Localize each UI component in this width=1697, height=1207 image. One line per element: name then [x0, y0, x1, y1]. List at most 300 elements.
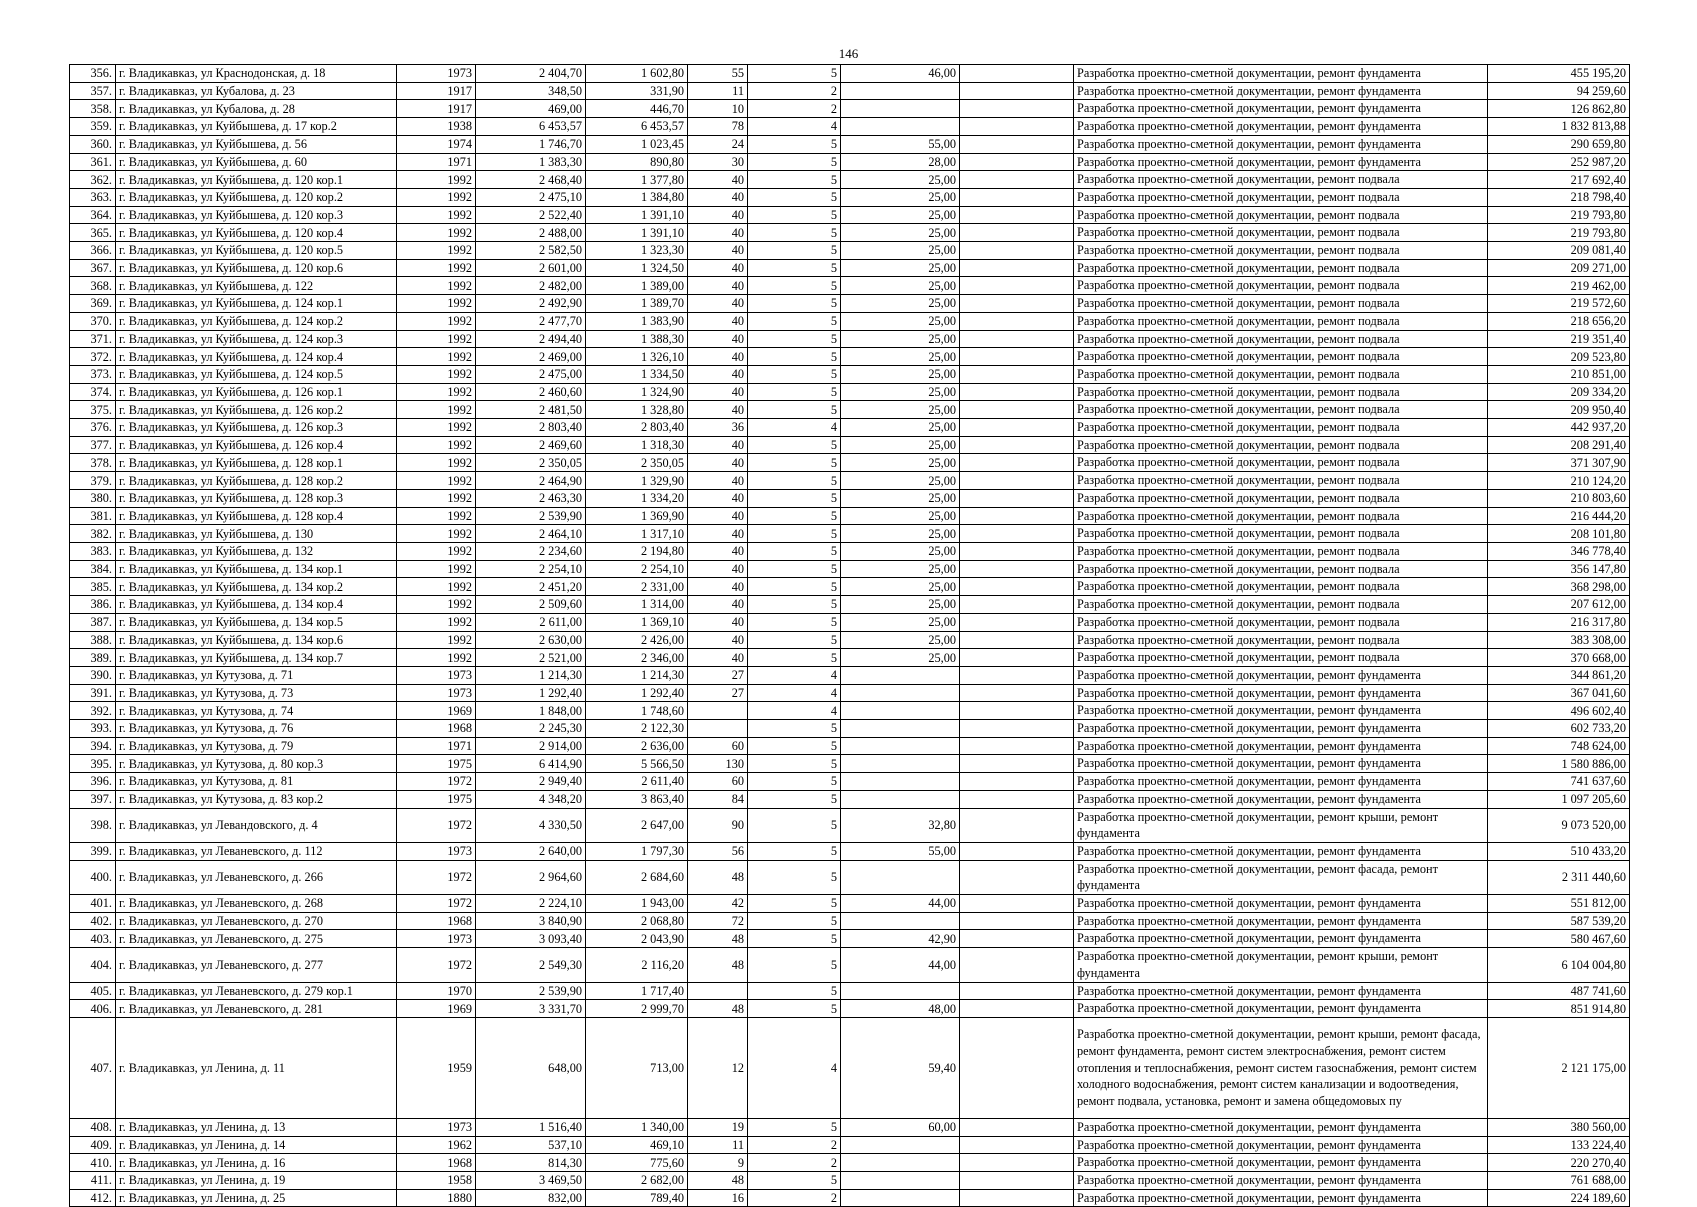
- cost-cell: 209 950,40: [1488, 401, 1630, 419]
- wear-percent-cell: 25,00: [841, 277, 960, 295]
- address-cell: г. Владикавказ, ул Кутузова, д. 74: [116, 702, 397, 720]
- address-cell: г. Владикавказ, ул Куйбышева, д. 126 кор.4: [116, 436, 397, 454]
- cost-cell: 442 937,20: [1488, 419, 1630, 437]
- build-year-cell: 1992: [397, 171, 476, 189]
- address-cell: г. Владикавказ, ул Леваневского, д. 281: [116, 1000, 397, 1018]
- row-number-cell: 365.: [70, 224, 116, 242]
- floors-cell: 5: [748, 948, 841, 982]
- cost-cell: 126 862,80: [1488, 100, 1630, 118]
- row-number-cell: 395.: [70, 755, 116, 773]
- total-area-cell: 2 224,10: [476, 895, 586, 913]
- address-cell: г. Владикавказ, ул Куйбышева, д. 128 кор.2: [116, 472, 397, 490]
- empty-cell-cell: [960, 649, 1074, 667]
- table-row: [70, 65, 1630, 83]
- address-cell: г. Владикавказ, ул Кутузова, д. 76: [116, 720, 397, 738]
- empty-cell-cell: [960, 842, 1074, 860]
- row-number-cell: 402.: [70, 912, 116, 930]
- floors-cell: 5: [748, 631, 841, 649]
- table-row: [70, 135, 1630, 153]
- wear-percent-cell: 32,80: [841, 808, 960, 842]
- wear-percent-cell: [841, 702, 960, 720]
- work-description-cell: Разработка проектно-сметной документации, ремонт подвала: [1074, 171, 1488, 189]
- build-year-cell: 1992: [397, 277, 476, 295]
- floors-cell: 5: [748, 454, 841, 472]
- cost-cell: 210 124,20: [1488, 472, 1630, 490]
- build-year-cell: 1971: [397, 737, 476, 755]
- total-area-cell: 3 469,50: [476, 1172, 586, 1190]
- table-row: [70, 560, 1630, 578]
- build-year-cell: 1992: [397, 649, 476, 667]
- empty-cell-cell: [960, 1172, 1074, 1190]
- table-row: [70, 401, 1630, 419]
- cost-cell: 455 195,20: [1488, 65, 1630, 83]
- apartments-cell: 40: [688, 560, 748, 578]
- total-area-cell: 2 949,40: [476, 773, 586, 791]
- empty-cell-cell: [960, 578, 1074, 596]
- address-cell: г. Владикавказ, ул Леваневского, д. 277: [116, 948, 397, 982]
- build-year-cell: 1969: [397, 702, 476, 720]
- empty-cell-cell: [960, 153, 1074, 171]
- wear-percent-cell: 25,00: [841, 365, 960, 383]
- living-area-cell: 1 323,30: [586, 242, 688, 260]
- floors-cell: 5: [748, 348, 841, 366]
- table-row: [70, 348, 1630, 366]
- row-number-cell: 411.: [70, 1172, 116, 1190]
- row-number-cell: 397.: [70, 790, 116, 808]
- table-row: [70, 912, 1630, 930]
- total-area-cell: 6 453,57: [476, 118, 586, 136]
- living-area-cell: 2 350,05: [586, 454, 688, 472]
- apartments-cell: 40: [688, 454, 748, 472]
- work-description-cell: Разработка проектно-сметной документации, ремонт фундамента: [1074, 118, 1488, 136]
- empty-cell-cell: [960, 720, 1074, 738]
- build-year-cell: 1968: [397, 912, 476, 930]
- cost-cell: 6 104 004,80: [1488, 948, 1630, 982]
- living-area-cell: 2 043,90: [586, 930, 688, 948]
- row-number-cell: 386.: [70, 596, 116, 614]
- cost-cell: 2 121 175,00: [1488, 1017, 1630, 1118]
- work-description-cell: Разработка проектно-сметной документации, ремонт подвала: [1074, 383, 1488, 401]
- floors-cell: 5: [748, 259, 841, 277]
- apartments-cell: 27: [688, 666, 748, 684]
- wear-percent-cell: 25,00: [841, 436, 960, 454]
- table-row: [70, 596, 1630, 614]
- address-cell: г. Владикавказ, ул Куйбышева, д. 134 кор.6: [116, 631, 397, 649]
- build-year-cell: 1992: [397, 525, 476, 543]
- living-area-cell: 1 391,10: [586, 206, 688, 224]
- address-cell: г. Владикавказ, ул Куйбышева, д. 124 кор.4: [116, 348, 397, 366]
- floors-cell: 5: [748, 135, 841, 153]
- table-row: [70, 118, 1630, 136]
- floors-cell: 4: [748, 118, 841, 136]
- build-year-cell: 1975: [397, 790, 476, 808]
- row-number-cell: 368.: [70, 277, 116, 295]
- empty-cell-cell: [960, 365, 1074, 383]
- row-number-cell: 390.: [70, 666, 116, 684]
- work-description-cell: Разработка проектно-сметной документации, ремонт фундамента: [1074, 737, 1488, 755]
- wear-percent-cell: 25,00: [841, 401, 960, 419]
- address-cell: г. Владикавказ, ул Куйбышева, д. 130: [116, 525, 397, 543]
- floors-cell: 5: [748, 277, 841, 295]
- living-area-cell: 1 943,00: [586, 895, 688, 913]
- table-row: [70, 1189, 1630, 1207]
- row-number-cell: 380.: [70, 489, 116, 507]
- wear-percent-cell: [841, 1189, 960, 1207]
- wear-percent-cell: 46,00: [841, 65, 960, 83]
- table-row: [70, 454, 1630, 472]
- apartments-cell: 40: [688, 259, 748, 277]
- row-number-cell: 366.: [70, 242, 116, 260]
- work-description-cell: Разработка проектно-сметной документации, ремонт фундамента: [1074, 153, 1488, 171]
- address-cell: г. Владикавказ, ул Ленина, д. 13: [116, 1118, 397, 1136]
- wear-percent-cell: 25,00: [841, 330, 960, 348]
- empty-cell-cell: [960, 206, 1074, 224]
- work-description-cell: Разработка проектно-сметной документации, ремонт фундамента: [1074, 1172, 1488, 1190]
- empty-cell-cell: [960, 895, 1074, 913]
- living-area-cell: 3 863,40: [586, 790, 688, 808]
- row-number-cell: 358.: [70, 100, 116, 118]
- total-area-cell: 2 463,30: [476, 489, 586, 507]
- wear-percent-cell: 25,00: [841, 560, 960, 578]
- living-area-cell: 2 346,00: [586, 649, 688, 667]
- apartments-cell: [688, 720, 748, 738]
- total-area-cell: 2 803,40: [476, 419, 586, 437]
- total-area-cell: 1 383,30: [476, 153, 586, 171]
- empty-cell-cell: [960, 1017, 1074, 1118]
- living-area-cell: 5 566,50: [586, 755, 688, 773]
- apartments-cell: 40: [688, 436, 748, 454]
- row-number-cell: 363.: [70, 188, 116, 206]
- living-area-cell: 1 377,80: [586, 171, 688, 189]
- cost-cell: 356 147,80: [1488, 560, 1630, 578]
- living-area-cell: 1 383,90: [586, 312, 688, 330]
- cost-cell: 1 832 813,88: [1488, 118, 1630, 136]
- table-row: [70, 720, 1630, 738]
- empty-cell-cell: [960, 312, 1074, 330]
- living-area-cell: 2 116,20: [586, 948, 688, 982]
- table-row: [70, 860, 1630, 894]
- wear-percent-cell: 42,90: [841, 930, 960, 948]
- empty-cell-cell: [960, 188, 1074, 206]
- total-area-cell: 2 509,60: [476, 596, 586, 614]
- table-row: [70, 277, 1630, 295]
- table-row: [70, 982, 1630, 1000]
- row-number-cell: 377.: [70, 436, 116, 454]
- row-number-cell: 405.: [70, 982, 116, 1000]
- row-number-cell: 400.: [70, 860, 116, 894]
- living-area-cell: 1 369,90: [586, 507, 688, 525]
- empty-cell-cell: [960, 507, 1074, 525]
- wear-percent-cell: [841, 1172, 960, 1190]
- work-description-cell: Разработка проектно-сметной документации, ремонт фундамента: [1074, 82, 1488, 100]
- work-description-cell: Разработка проектно-сметной документации, ремонт крыши, ремонт фасада, ремонт фундамента, ремонт систем электроснабжения, ремонт систем отопления и теплоснабжения, ремонт систем газоснабжения, ремонт систем холодного водоснабжения, ремонт систем канализации и водоотведения, ремонт подвала, установка, ремонт и замена общедомовых пу: [1074, 1017, 1488, 1118]
- address-cell: г. Владикавказ, ул Ленина, д. 25: [116, 1189, 397, 1207]
- table-row: [70, 649, 1630, 667]
- floors-cell: 5: [748, 842, 841, 860]
- empty-cell-cell: [960, 259, 1074, 277]
- cost-cell: 496 602,40: [1488, 702, 1630, 720]
- work-description-cell: Разработка проектно-сметной документации, ремонт фундамента: [1074, 666, 1488, 684]
- build-year-cell: 1973: [397, 842, 476, 860]
- total-area-cell: 2 460,60: [476, 383, 586, 401]
- floors-cell: 2: [748, 1189, 841, 1207]
- apartments-cell: 12: [688, 1017, 748, 1118]
- cost-cell: 383 308,00: [1488, 631, 1630, 649]
- row-number-cell: 384.: [70, 560, 116, 578]
- build-year-cell: 1992: [397, 206, 476, 224]
- apartments-cell: [688, 702, 748, 720]
- address-cell: г. Владикавказ, ул Куйбышева, д. 122: [116, 277, 397, 295]
- cost-cell: 2 311 440,60: [1488, 860, 1630, 894]
- address-cell: г. Владикавказ, ул Кутузова, д. 80 кор.3: [116, 755, 397, 773]
- cost-cell: 219 351,40: [1488, 330, 1630, 348]
- address-cell: г. Владикавказ, ул Куйбышева, д. 17 кор.2: [116, 118, 397, 136]
- wear-percent-cell: [841, 737, 960, 755]
- build-year-cell: 1992: [397, 596, 476, 614]
- wear-percent-cell: [841, 666, 960, 684]
- work-description-cell: Разработка проектно-сметной документации, ремонт подвала: [1074, 188, 1488, 206]
- build-year-cell: 1992: [397, 419, 476, 437]
- wear-percent-cell: 25,00: [841, 348, 960, 366]
- total-area-cell: 2 469,60: [476, 436, 586, 454]
- total-area-cell: 648,00: [476, 1017, 586, 1118]
- living-area-cell: 2 684,60: [586, 860, 688, 894]
- apartments-cell: 40: [688, 489, 748, 507]
- living-area-cell: 2 122,30: [586, 720, 688, 738]
- cost-cell: 217 692,40: [1488, 171, 1630, 189]
- floors-cell: 5: [748, 737, 841, 755]
- apartments-cell: 60: [688, 737, 748, 755]
- address-cell: г. Владикавказ, ул Куйбышева, д. 124 кор.5: [116, 365, 397, 383]
- work-description-cell: Разработка проектно-сметной документации, ремонт подвала: [1074, 206, 1488, 224]
- cost-cell: 252 987,20: [1488, 153, 1630, 171]
- address-cell: г. Владикавказ, ул Ленина, д. 16: [116, 1154, 397, 1172]
- address-cell: г. Владикавказ, ул Леваневского, д. 270: [116, 912, 397, 930]
- table-row: [70, 365, 1630, 383]
- cost-cell: 487 741,60: [1488, 982, 1630, 1000]
- table-row: [70, 224, 1630, 242]
- table-row: [70, 613, 1630, 631]
- work-description-cell: Разработка проектно-сметной документации, ремонт подвала: [1074, 578, 1488, 596]
- address-cell: г. Владикавказ, ул Ленина, д. 19: [116, 1172, 397, 1190]
- address-cell: г. Владикавказ, ул Кутузова, д. 83 кор.2: [116, 790, 397, 808]
- apartments-cell: 10: [688, 100, 748, 118]
- row-number-cell: 398.: [70, 808, 116, 842]
- wear-percent-cell: 25,00: [841, 383, 960, 401]
- work-description-cell: Разработка проектно-сметной документации, ремонт подвала: [1074, 295, 1488, 313]
- cost-cell: 209 334,20: [1488, 383, 1630, 401]
- living-area-cell: 2 194,80: [586, 542, 688, 560]
- build-year-cell: 1972: [397, 773, 476, 791]
- apartments-cell: 48: [688, 930, 748, 948]
- floors-cell: 5: [748, 808, 841, 842]
- living-area-cell: 2 426,00: [586, 631, 688, 649]
- total-area-cell: 469,00: [476, 100, 586, 118]
- work-description-cell: Разработка проектно-сметной документации, ремонт подвала: [1074, 560, 1488, 578]
- wear-percent-cell: 55,00: [841, 842, 960, 860]
- wear-percent-cell: 25,00: [841, 596, 960, 614]
- table-row: [70, 542, 1630, 560]
- cost-cell: 209 081,40: [1488, 242, 1630, 260]
- row-number-cell: 357.: [70, 82, 116, 100]
- table-row: [70, 436, 1630, 454]
- floors-cell: 4: [748, 419, 841, 437]
- row-number-cell: 374.: [70, 383, 116, 401]
- row-number-cell: 412.: [70, 1189, 116, 1207]
- work-description-cell: Разработка проектно-сметной документации, ремонт подвала: [1074, 436, 1488, 454]
- floors-cell: 5: [748, 613, 841, 631]
- address-cell: г. Владикавказ, ул Кутузова, д. 81: [116, 773, 397, 791]
- living-area-cell: 1 388,30: [586, 330, 688, 348]
- apartments-cell: 40: [688, 312, 748, 330]
- build-year-cell: 1992: [397, 312, 476, 330]
- living-area-cell: 1 214,30: [586, 666, 688, 684]
- cost-cell: 220 270,40: [1488, 1154, 1630, 1172]
- wear-percent-cell: 25,00: [841, 206, 960, 224]
- wear-percent-cell: [841, 790, 960, 808]
- table-row: [70, 383, 1630, 401]
- build-year-cell: 1968: [397, 1154, 476, 1172]
- address-cell: г. Владикавказ, ул Кутузова, д. 71: [116, 666, 397, 684]
- work-description-cell: Разработка проектно-сметной документации, ремонт подвала: [1074, 401, 1488, 419]
- address-cell: г. Владикавказ, ул Кубалова, д. 23: [116, 82, 397, 100]
- table-row: [70, 100, 1630, 118]
- floors-cell: 5: [748, 171, 841, 189]
- build-year-cell: 1992: [397, 224, 476, 242]
- work-description-cell: Разработка проектно-сметной документации, ремонт фундамента: [1074, 895, 1488, 913]
- row-number-cell: 404.: [70, 948, 116, 982]
- wear-percent-cell: 59,40: [841, 1017, 960, 1118]
- total-area-cell: 2 350,05: [476, 454, 586, 472]
- empty-cell-cell: [960, 613, 1074, 631]
- floors-cell: 5: [748, 596, 841, 614]
- cost-cell: 209 523,80: [1488, 348, 1630, 366]
- work-description-cell: Разработка проектно-сметной документации, ремонт фундамента: [1074, 982, 1488, 1000]
- build-year-cell: 1992: [397, 507, 476, 525]
- work-description-cell: Разработка проектно-сметной документации, ремонт фундамента: [1074, 702, 1488, 720]
- cost-cell: 587 539,20: [1488, 912, 1630, 930]
- cost-cell: 219 462,00: [1488, 277, 1630, 295]
- living-area-cell: 2 068,80: [586, 912, 688, 930]
- row-number-cell: 361.: [70, 153, 116, 171]
- empty-cell-cell: [960, 330, 1074, 348]
- apartments-cell: 40: [688, 365, 748, 383]
- table-row: [70, 755, 1630, 773]
- cost-cell: 1 580 886,00: [1488, 755, 1630, 773]
- living-area-cell: 2 636,00: [586, 737, 688, 755]
- row-number-cell: 401.: [70, 895, 116, 913]
- living-area-cell: 1 324,90: [586, 383, 688, 401]
- apartments-cell: 130: [688, 755, 748, 773]
- floors-cell: 5: [748, 649, 841, 667]
- living-area-cell: 775,60: [586, 1154, 688, 1172]
- build-year-cell: 1972: [397, 948, 476, 982]
- work-description-cell: Разработка проектно-сметной документации, ремонт подвала: [1074, 507, 1488, 525]
- build-year-cell: 1880: [397, 1189, 476, 1207]
- living-area-cell: 1 384,80: [586, 188, 688, 206]
- living-area-cell: 1 023,45: [586, 135, 688, 153]
- floors-cell: 5: [748, 401, 841, 419]
- wear-percent-cell: [841, 720, 960, 738]
- floors-cell: 5: [748, 242, 841, 260]
- apartments-cell: 40: [688, 507, 748, 525]
- living-area-cell: 2 254,10: [586, 560, 688, 578]
- wear-percent-cell: 25,00: [841, 295, 960, 313]
- empty-cell-cell: [960, 560, 1074, 578]
- apartments-cell: 24: [688, 135, 748, 153]
- living-area-cell: 6 453,57: [586, 118, 688, 136]
- empty-cell-cell: [960, 737, 1074, 755]
- table-row: [70, 808, 1630, 842]
- table-row: [70, 1000, 1630, 1018]
- wear-percent-cell: [841, 755, 960, 773]
- cost-cell: 219 793,80: [1488, 224, 1630, 242]
- apartments-cell: 40: [688, 188, 748, 206]
- empty-cell-cell: [960, 596, 1074, 614]
- address-cell: г. Владикавказ, ул Левандовского, д. 4: [116, 808, 397, 842]
- apartments-cell: 27: [688, 684, 748, 702]
- address-cell: г. Владикавказ, ул Леваневского, д. 268: [116, 895, 397, 913]
- row-number-cell: 360.: [70, 135, 116, 153]
- apartments-cell: 40: [688, 613, 748, 631]
- wear-percent-cell: 55,00: [841, 135, 960, 153]
- total-area-cell: 4 348,20: [476, 790, 586, 808]
- floors-cell: 5: [748, 489, 841, 507]
- floors-cell: 5: [748, 982, 841, 1000]
- address-cell: г. Владикавказ, ул Кубалова, д. 28: [116, 100, 397, 118]
- total-area-cell: 2 475,10: [476, 188, 586, 206]
- build-year-cell: 1971: [397, 153, 476, 171]
- empty-cell-cell: [960, 773, 1074, 791]
- floors-cell: 5: [748, 773, 841, 791]
- wear-percent-cell: 28,00: [841, 153, 960, 171]
- empty-cell-cell: [960, 419, 1074, 437]
- row-number-cell: 376.: [70, 419, 116, 437]
- build-year-cell: 1973: [397, 1118, 476, 1136]
- build-year-cell: 1992: [397, 401, 476, 419]
- total-area-cell: 2 494,40: [476, 330, 586, 348]
- floors-cell: 5: [748, 578, 841, 596]
- table-body: [70, 65, 1630, 1207]
- apartments-cell: 60: [688, 773, 748, 791]
- living-area-cell: 1 717,40: [586, 982, 688, 1000]
- build-year-cell: 1959: [397, 1017, 476, 1118]
- cost-cell: 219 793,80: [1488, 206, 1630, 224]
- wear-percent-cell: 25,00: [841, 613, 960, 631]
- wear-percent-cell: 25,00: [841, 631, 960, 649]
- empty-cell-cell: [960, 1154, 1074, 1172]
- cost-cell: 580 467,60: [1488, 930, 1630, 948]
- build-year-cell: 1938: [397, 118, 476, 136]
- work-description-cell: Разработка проектно-сметной документации, ремонт фундамента: [1074, 790, 1488, 808]
- apartments-cell: 40: [688, 206, 748, 224]
- work-description-cell: Разработка проектно-сметной документации, ремонт крыши, ремонт фундамента: [1074, 948, 1488, 982]
- build-year-cell: 1992: [397, 365, 476, 383]
- empty-cell-cell: [960, 1189, 1074, 1207]
- work-description-cell: Разработка проектно-сметной документации, ремонт подвала: [1074, 596, 1488, 614]
- address-cell: г. Владикавказ, ул Куйбышева, д. 120 кор.4: [116, 224, 397, 242]
- floors-cell: 2: [748, 100, 841, 118]
- build-year-cell: 1992: [397, 383, 476, 401]
- total-area-cell: 2 488,00: [476, 224, 586, 242]
- floors-cell: 5: [748, 507, 841, 525]
- table-row: [70, 153, 1630, 171]
- build-year-cell: 1917: [397, 82, 476, 100]
- cost-cell: 218 798,40: [1488, 188, 1630, 206]
- row-number-cell: 387.: [70, 613, 116, 631]
- cost-cell: 748 624,00: [1488, 737, 1630, 755]
- living-area-cell: 2 611,40: [586, 773, 688, 791]
